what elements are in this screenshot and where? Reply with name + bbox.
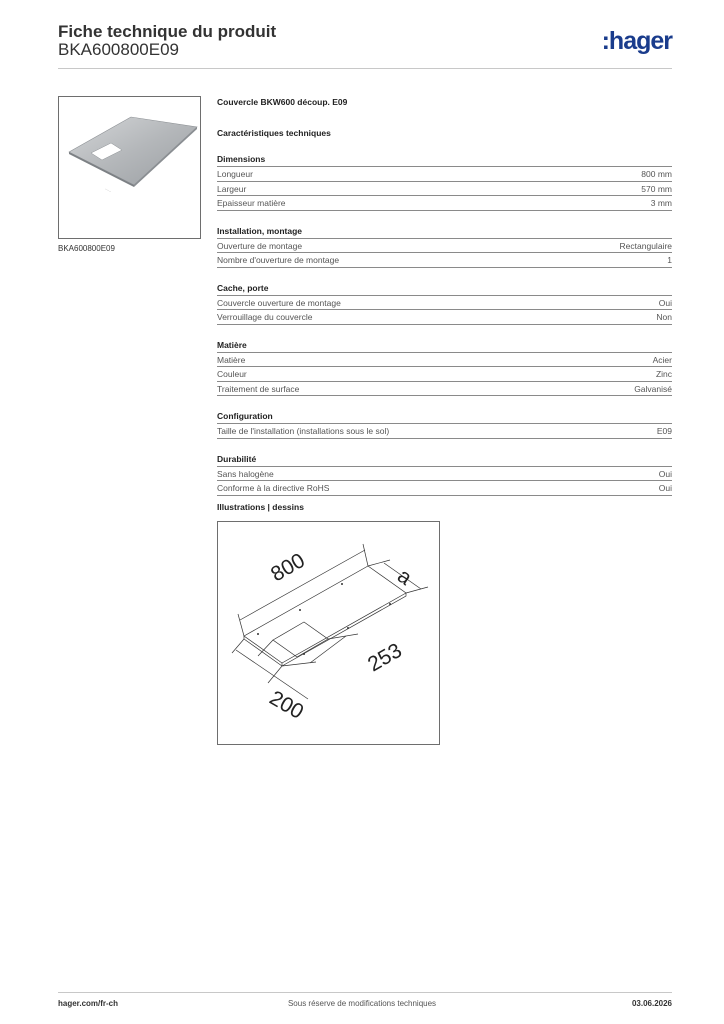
spec-label: Couvercle ouverture de montage (217, 297, 341, 308)
spec-section (217, 96, 672, 496)
spec-label: Epaisseur matière (217, 198, 286, 208)
spec-value: Oui (658, 468, 672, 479)
footer-note: Sous réserve de modifications techniques (287, 999, 437, 1008)
spec-row (217, 239, 672, 254)
spec-group (217, 410, 672, 439)
spec-value: Galvanisé (634, 383, 672, 394)
spec-group (217, 282, 672, 325)
spec-value: E09 (656, 426, 672, 436)
svg-text:......: ...... (104, 185, 113, 194)
spec-value: 3 mm (650, 198, 672, 208)
spec-row (217, 382, 672, 397)
spec-row (217, 253, 672, 268)
spec-value: Oui (658, 297, 672, 308)
spec-row (217, 367, 672, 382)
spec-label: Couleur (217, 369, 247, 379)
spec-row (217, 353, 672, 368)
spec-value: Rectangulaire (619, 240, 672, 251)
footer-divider (58, 992, 672, 993)
spec-value: 570 mm (641, 183, 672, 194)
spec-group (217, 153, 672, 211)
spec-row (217, 167, 672, 182)
header-divider (58, 68, 672, 69)
spec-group-title: Installation, montage (217, 225, 672, 239)
spec-value: 1 (667, 255, 672, 265)
spec-group (217, 339, 672, 397)
spec-row (217, 481, 672, 496)
spec-label: Largeur (217, 183, 247, 194)
spec-label: Sans halogène (217, 468, 274, 479)
product-image (58, 96, 201, 239)
spec-group-title: Cache, porte (217, 282, 672, 296)
spec-row (217, 467, 672, 482)
spec-label: Nombre d'ouverture de montage (217, 255, 340, 265)
illustrations-title: Illustrations | dessins (217, 502, 304, 512)
spec-group-title: Matière (217, 339, 672, 353)
product-name: Couvercle BKW600 découp. E09 (217, 97, 348, 107)
dimension-253-label: 253 (364, 638, 406, 677)
page-title: Fiche technique du produit (58, 22, 277, 41)
spec-group-title: Dimensions (217, 153, 672, 167)
dimension-drawing (218, 522, 439, 744)
spec-group (217, 453, 672, 496)
spec-label: Traitement de surface (217, 383, 300, 394)
spec-label: Longueur (217, 169, 253, 179)
spec-group (217, 225, 672, 268)
spec-value: 800 mm (641, 169, 672, 179)
spec-row (217, 182, 672, 197)
spec-row (217, 310, 672, 325)
hager-logo: :hager (601, 27, 672, 55)
spec-heading: Caractéristiques techniques (217, 128, 331, 138)
spec-value: Zinc (655, 369, 672, 379)
product-reference: BKA600800E09 (58, 40, 179, 59)
dimension-200-label: 200 (265, 686, 308, 724)
dimension-800-label: 800 (267, 548, 309, 587)
spec-label: Matière (217, 354, 246, 365)
spec-label: Verrouillage du couvercle (217, 312, 313, 322)
spec-group-title: Configuration (217, 410, 672, 424)
spec-group-title: Durabilité (217, 453, 672, 467)
spec-row (217, 196, 672, 211)
spec-value: Acier (652, 354, 672, 365)
spec-value: Oui (658, 483, 672, 493)
footer-website[interactable]: hager.com/fr-ch (58, 999, 119, 1008)
spec-row (217, 296, 672, 311)
spec-label: Taille de l'installation (installations sous le sol) (217, 426, 390, 436)
spec-row (217, 424, 672, 439)
spec-label: Conforme à la directive RoHS (217, 483, 330, 493)
spec-label: Ouverture de montage (217, 240, 303, 251)
dimension-a-label: a (393, 564, 416, 590)
technical-drawing (217, 521, 440, 745)
spec-value: Non (656, 312, 672, 322)
footer-date: 03.06.2026 (631, 999, 672, 1008)
spec-groups (217, 153, 672, 496)
cover-plate-illustration (59, 97, 200, 238)
image-caption: BKA600800E09 (58, 244, 115, 253)
